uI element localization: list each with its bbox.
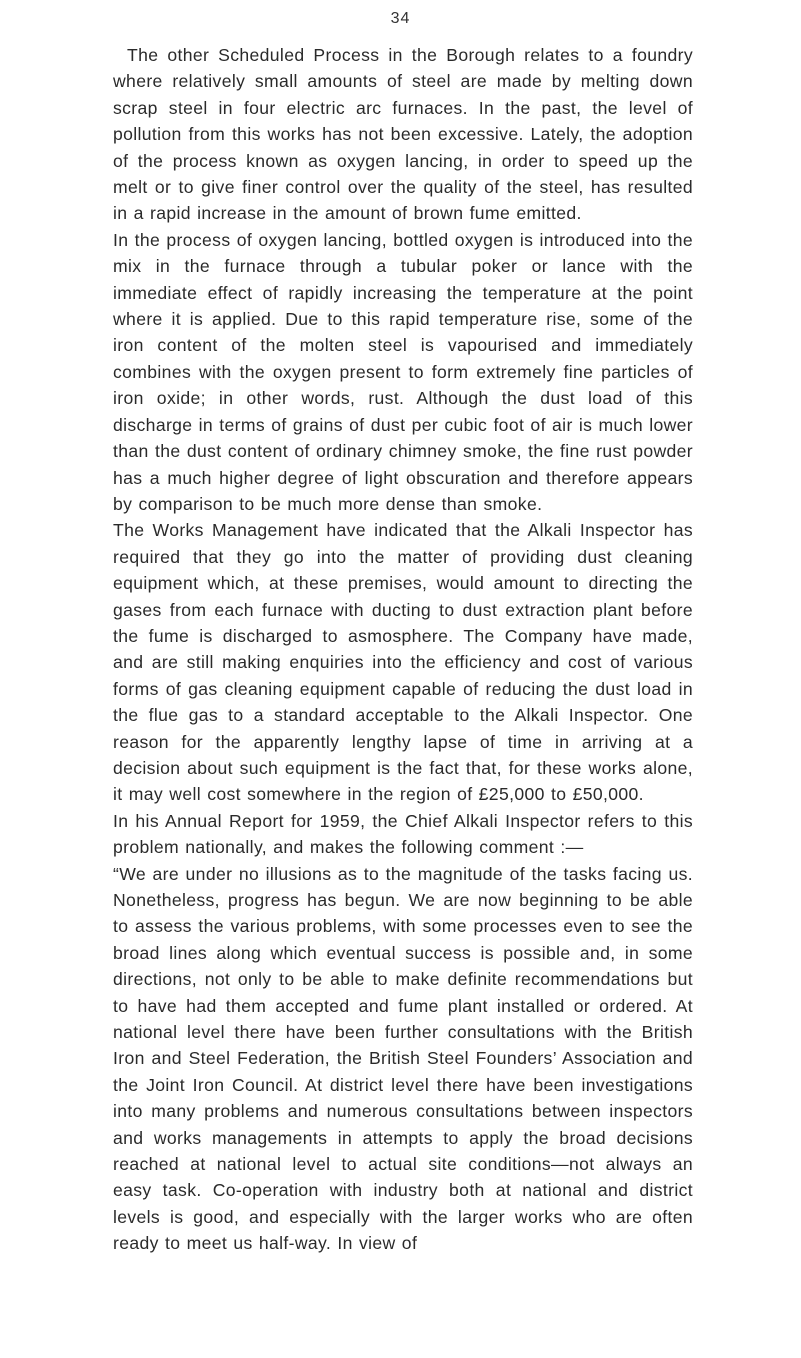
paragraph-works-management: The Works Management have indicated that the Alkali Inspector has required that they go into the matter of providing dust cleaning equipment which, at these premises, would amount to directing the gases from each furnace with ducting to dust extraction plant before the fume is discharged to asmosphere. The Company have made, and are still making enquiries into the efficiency and cost of various forms of gas cleaning equipment capable of reducing the dust load in the flue gas to a standard acceptable to the Alkali Inspector. One reason for the apparently lengthy lapse of time in arriving at a decision about such equipment is the fact that, for these works alone, it may well cost somewhere in the region of £25,000 to £50,000. [113, 520, 693, 805]
body-text [113, 42, 693, 1257]
page-number: 34 [390, 10, 411, 27]
paragraph-oxygen-lancing: In the process of oxygen lancing, bottled oxygen is introduced into the mix in the furnace through a tubular poker or lance with the immediate effect of rapidly increasing the temperature at the point where it is applied. Due to this rapid temperature rise, some of the iron content of the molten steel is vapourised and immediately combines with the oxygen present to form extremely fine particles of iron oxide; in other words, rust. Although the dust load of this discharge in terms of grains of dust per cubic foot of air is much lower than the dust content of ordinary chimney smoke, the fine rust powder has a much higher degree of light obscuration and therefore appears by comparison to be much more dense than smoke. [113, 229, 693, 514]
paragraph-quotation: “We are under no illusions as to the magnitude of the tasks facing us. Nonetheless, progress has begun. We are now beginning to be able to assess the various problems, with some processes even to see the broad lines along which eventual success is possible and, in some directions, not only to be able to make definite recommendations but to have had them accepted and fume plant installed or ordered. At national level there have been further consultations with the British Iron and Steel Federation, the British Steel Founders’ Association and the Joint Iron Council. At district level there have been investigations into many problems and numerous consultations between inspectors and works managements in attempts to apply the broad decisions reached at national level to actual site conditions—not always an easy task. Co-operation with industry both at national and district levels is good, and especially with the larger works who are often ready to meet us half-way. In view of [113, 863, 693, 1254]
paragraph-annual-report: In his Annual Report for 1959, the Chief Alkali Inspector refers to this problem nationally, and makes the following comment :— [113, 810, 693, 858]
paragraph-scheduled-process: The other Scheduled Process in the Borough relates to a foundry where relatively small amounts of steel are made by melting down scrap steel in four electric arc furnaces. In the past, the level of pollution from this works has not been excessive. Lately, the adoption of the process known as oxygen lancing, in order to speed up the melt or to give finer control over the quality of the steel, has resulted in a rapid increase in the amount of brown fume emitted. [113, 45, 693, 224]
